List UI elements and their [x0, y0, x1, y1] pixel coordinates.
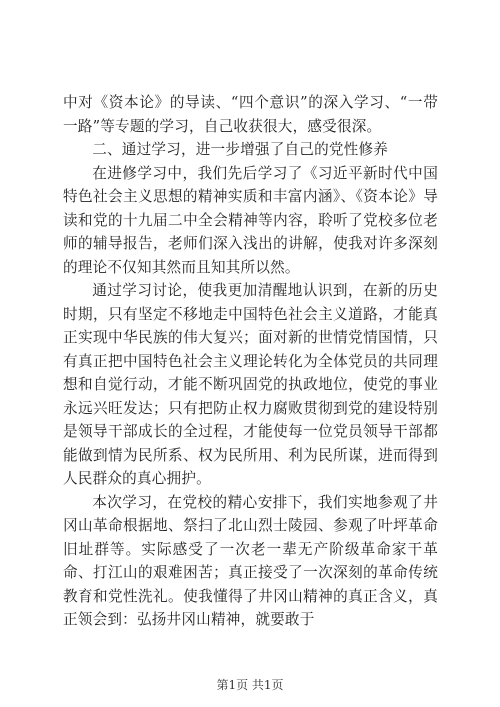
paragraph-continuation: 中对《资本论》的导读、“四个意识”的深入学习、“一带一路”等专题的学习，自己收获很大，感受很深。 — [63, 94, 438, 135]
document-body — [63, 91, 438, 632]
paragraph-field-visit: 本次学习，在党校的精心安排下，我们实地参观了井冈山革命根据地、祭扫了北山烈士陵园、参观了叶坪革命旧址群等。实际感受了一次老一辈无产阶级革命家干革命、打江山的艰难困苦；真正接受了一次深刻的革命传统教育和党性洗礼。使我懂得了井冈山精神的真正含义，真正领会到：弘扬井冈山精神，就要敢于 — [63, 493, 438, 628]
paragraph-discussion: 通过学习讨论，使我更加清醒地认识到，在新的历史时期，只有坚定不移地走中国特色社会主义道路，才能真正实现中华民族的伟大复兴；面对新的世情党情国情，只有真正把中国特色社会主义理论转化为全体党员的共同理想和自觉行动，才能不断巩固党的执政地位，使党的事业永远兴旺发达；只有把防止权力腐败贯彻到党的建设特别是领导干部成长的全过程，才能使每一位党员领导干部都能做到情为民所系、权为民所用、利为民所谋，进而得到人民群众的真心拥护。 — [63, 282, 438, 487]
page-number-footer: 第1页 共1页 — [216, 678, 284, 692]
section-heading: 二、通过学习，进一步增强了自己的党性修养 — [92, 141, 389, 158]
paragraph-study-content: 在进修学习中，我们先后学习了《习近平新时代中国特色社会主义思想的精神实质和丰富内涵》、《资本论》导读和党的十九届二中全会精神等内容，聆听了党校多位老师的辅导报告，老师们深入浅出的讲解，使我对许多深刻的理论不仅知其然而且知其所以然。 — [63, 164, 438, 276]
